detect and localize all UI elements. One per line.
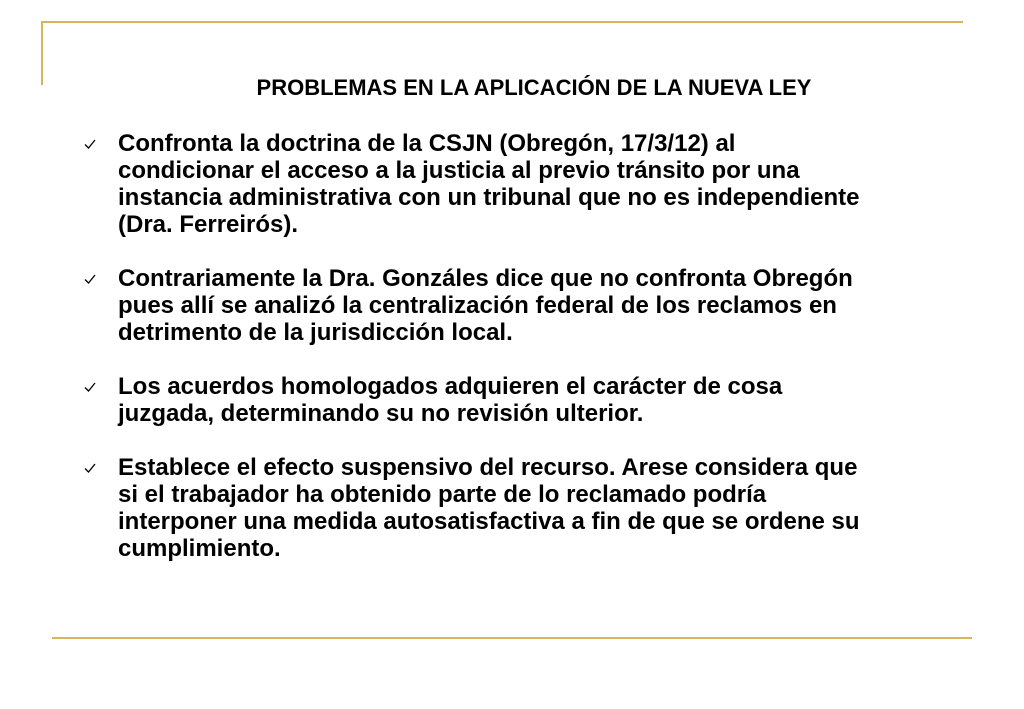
bullet-item (84, 265, 984, 346)
bullet-text-line: condicionar el acceso a la justicia al previo tránsito por una (118, 157, 800, 184)
bullet-text-line: Contrariamente la Dra. Gonzáles dice que no confronta Obregón (118, 265, 853, 292)
bullet-item (84, 454, 984, 562)
check-icon (84, 462, 96, 474)
bullet-text-line: juzgada, determinando su no revisión ulterior. (118, 400, 644, 427)
slide-title: PROBLEMAS EN LA APLICACIÓN DE LA NUEVA LEY (256, 75, 812, 100)
bullet-text-line: interponer una medida autosatisfactiva a fin de que se ordene su (118, 508, 860, 535)
bullet-text-line: Establece el efecto suspensivo del recurso. Arese considera que (118, 454, 858, 481)
bullet-text-line: detrimento de la jurisdicción local. (118, 319, 513, 346)
check-icon (84, 138, 96, 150)
bullet-text-line: instancia administrativa con un tribunal que no es independiente (118, 184, 860, 211)
bullet-item (84, 373, 984, 427)
top-horizontal-rule (41, 21, 963, 23)
bullet-text-line: cumplimiento. (118, 535, 281, 562)
bullet-text-line: Confronta la doctrina de la CSJN (Obregón, 17/3/12) al (118, 130, 736, 157)
bottom-horizontal-rule (52, 637, 972, 639)
check-icon (84, 273, 96, 285)
bullet-text-line: Los acuerdos homologados adquieren el carácter de cosa (118, 373, 783, 400)
bullet-text-line: pues allí se analizó la centralización federal de los reclamos en (118, 292, 837, 319)
check-icon (84, 381, 96, 393)
bullet-text-line: (Dra. Ferreirós). (118, 211, 299, 238)
bullet-text-line: si el trabajador ha obtenido parte de lo reclamado podría (118, 481, 767, 508)
bullet-list (84, 130, 984, 589)
bullet-item (84, 130, 984, 238)
